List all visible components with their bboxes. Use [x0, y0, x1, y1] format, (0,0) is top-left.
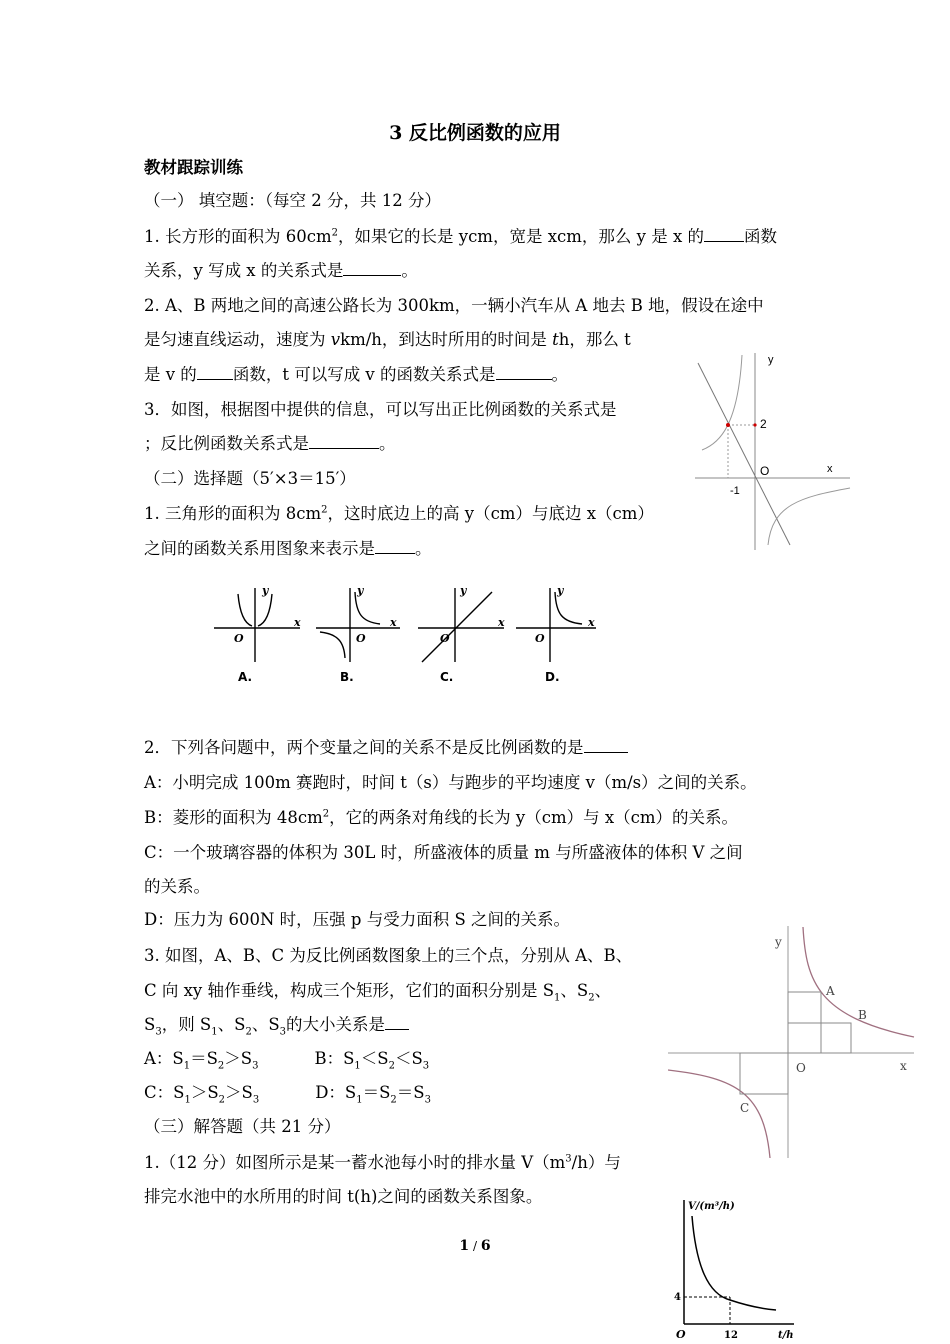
intersection-point	[726, 423, 730, 427]
part2-heading: （二）选择题（5′×3＝15′）	[144, 469, 356, 488]
p3-q1-line1: 1.（12 分）如图所示是某一蓄水池每小时的排水量 $V(m^3/h)$与	[144, 1153, 621, 1172]
figure-direct-inverse-graph	[690, 345, 860, 555]
x-label: x	[827, 463, 833, 475]
option-c[interactable]: C：$S_1>S_2>S_3$	[144, 1083, 260, 1106]
x-axis-label: t/h	[778, 1330, 794, 1341]
p2-q2-option-c-line2: 的关系。	[144, 877, 210, 896]
p2-q2-option-b: B：菱形的面积为 $48cm^2$，它的两条对角线的长为 y（cm）与 x（cm）的关系。	[144, 808, 739, 827]
y-axis-label: V/(m³/h)	[688, 1201, 735, 1212]
svg-text:y: y	[357, 584, 364, 597]
page-footer: 1 / 6	[459, 1238, 491, 1254]
answer-blank[interactable]	[704, 227, 744, 242]
svg-text:x: x	[498, 616, 505, 629]
section-heading: 教材跟踪训练	[144, 158, 243, 177]
answer-blank[interactable]	[496, 365, 552, 380]
part3-heading: （三）解答题（共 21 分）	[144, 1117, 341, 1136]
tick-label-12: 12	[724, 1330, 738, 1341]
origin-label: O	[760, 464, 770, 478]
page-total: 6	[480, 1238, 491, 1254]
p2-q3-line1: 3. 如图，A、B、C 为反比例函数图象上的三个点，分别从 A、B、	[144, 946, 633, 965]
page-number: 1	[459, 1238, 470, 1254]
svg-text:x: x	[294, 616, 301, 629]
tick-label-4: 4	[674, 1292, 681, 1303]
p1-q3-line2: ；反比例函数关系式是 。	[144, 434, 396, 453]
p2-q3-line3: $S_3$，则 $S_1$、$S_2$、$S_3$的大小关系是	[144, 1015, 409, 1035]
svg-text:O: O	[440, 632, 450, 645]
option-d[interactable]: D：$S_1=S_2=S_3$	[315, 1083, 431, 1106]
p2-q3-options-ab	[144, 1049, 430, 1072]
p2-q1-line2: 之间的函数关系用图象来表示是 。	[144, 539, 432, 558]
svg-text:y: y	[557, 584, 564, 597]
p1-q2-line3: 是 v 的 函数，t 可以写成 v 的函数关系式是 。	[144, 365, 568, 384]
y-label: y	[768, 354, 774, 366]
p2-q3-options-cd	[144, 1083, 431, 1106]
p2-q1-line1: 1. 三角形的面积为 $8cm^2$，这时底边上的高 y（cm）与底边 x（cm）	[144, 504, 654, 523]
svg-text:y: y	[262, 584, 269, 597]
answer-blank[interactable]	[385, 1015, 409, 1030]
point-b-label: B	[858, 1008, 867, 1022]
hyperbola-upper-branch	[702, 355, 742, 450]
rect-s2	[788, 1023, 851, 1053]
y-label: y	[775, 935, 782, 949]
direct-proportion-line	[698, 363, 790, 545]
p1-q3-line1: 3．如图，根据图中提供的信息，可以写出正比例函数的关系式是	[144, 400, 617, 419]
page-title: 3 反比例函数的应用	[389, 122, 561, 144]
answer-blank[interactable]	[309, 434, 379, 449]
p2-q2-stem: 2．下列各问题中，两个变量之间的关系不是反比例函数的是	[144, 738, 628, 758]
option-a-label[interactable]: A.	[238, 670, 253, 684]
option-a[interactable]: A：$S_1=S_2>S_3$	[144, 1049, 259, 1072]
graph-option-b	[316, 584, 400, 662]
answer-blank[interactable]	[197, 365, 233, 380]
point-a-label: A	[826, 984, 835, 998]
x-label: x	[900, 1059, 907, 1073]
svg-text:O: O	[356, 632, 366, 645]
p1-q1-line2: 关系，y 写成 x 的关系式是 。	[144, 261, 418, 280]
answer-blank[interactable]	[375, 539, 415, 554]
rect-s3	[740, 1053, 788, 1094]
graph-option-a	[214, 584, 301, 662]
p1-q1-line1: 1. 长方形的面积为 $60cm^2$，如果它的长是 ycm，宽是 xcm，那么 y 是 x 的 函数	[144, 227, 777, 246]
p1-q2-line2: 是匀速直线运动，速度为 vkm/h，到达时所用的时间是 th，那么 t	[144, 330, 631, 349]
hyperbola-lower-branch	[768, 488, 850, 545]
option-d-label[interactable]: D.	[545, 670, 560, 684]
p2-q3-line2: C 向 xy 轴作垂线，构成三个矩形，它们的面积分别是 $S_1$、$S_2$、	[144, 981, 612, 1004]
p2-q2-option-d: D：压力为 600N 时，压强 p 与受力面积 S 之间的关系。	[144, 910, 570, 929]
part1-heading: （一） 填空题：（每空 2 分，共 12 分）	[144, 191, 441, 210]
svg-text:x: x	[588, 616, 595, 629]
p2-q2-option-a: A：小明完成 100m 赛跑时，时间 t（s）与跑步的平均速度 v（m/s）之间的关系。	[144, 773, 757, 792]
option-b[interactable]: B：$S_1<S_2<S_3$	[314, 1049, 430, 1072]
figure-drain-rate-graph	[664, 1196, 804, 1344]
figure-three-rectangles	[668, 922, 918, 1162]
point-c-label: C	[740, 1101, 750, 1115]
svg-text:x: x	[390, 616, 397, 629]
tick-label-2: 2	[760, 417, 767, 431]
graph-option-c	[418, 584, 505, 662]
svg-text:y: y	[460, 584, 467, 597]
y-marker	[753, 423, 756, 426]
option-c-label[interactable]: C.	[440, 670, 454, 684]
svg-text:O: O	[535, 632, 545, 645]
p3-q1-line2: 排完水池中的水所用的时间 t(h)之间的函数关系图象。	[144, 1187, 543, 1206]
curve	[692, 1216, 776, 1310]
graph-option-d	[516, 584, 596, 662]
svg-text:O: O	[234, 632, 244, 645]
p1-q2-line1: 2. A、B 两地之间的高速公路长为 300km，一辆小汽车从 A 地去 B 地，假设在途中	[144, 296, 764, 315]
tick-label-neg1: -1	[730, 485, 740, 497]
origin-label: O	[796, 1061, 806, 1075]
hyperbola-left-branch	[668, 1070, 770, 1158]
option-b-label[interactable]: B.	[340, 670, 354, 684]
p2-q2-option-c-line1: C：一个玻璃容器的体积为 30L 时，所盛液体的质量 m 与所盛液体的体积 V 之间	[144, 843, 743, 862]
answer-blank[interactable]	[584, 738, 628, 753]
origin-label: O	[676, 1328, 686, 1341]
answer-blank[interactable]	[343, 261, 401, 276]
